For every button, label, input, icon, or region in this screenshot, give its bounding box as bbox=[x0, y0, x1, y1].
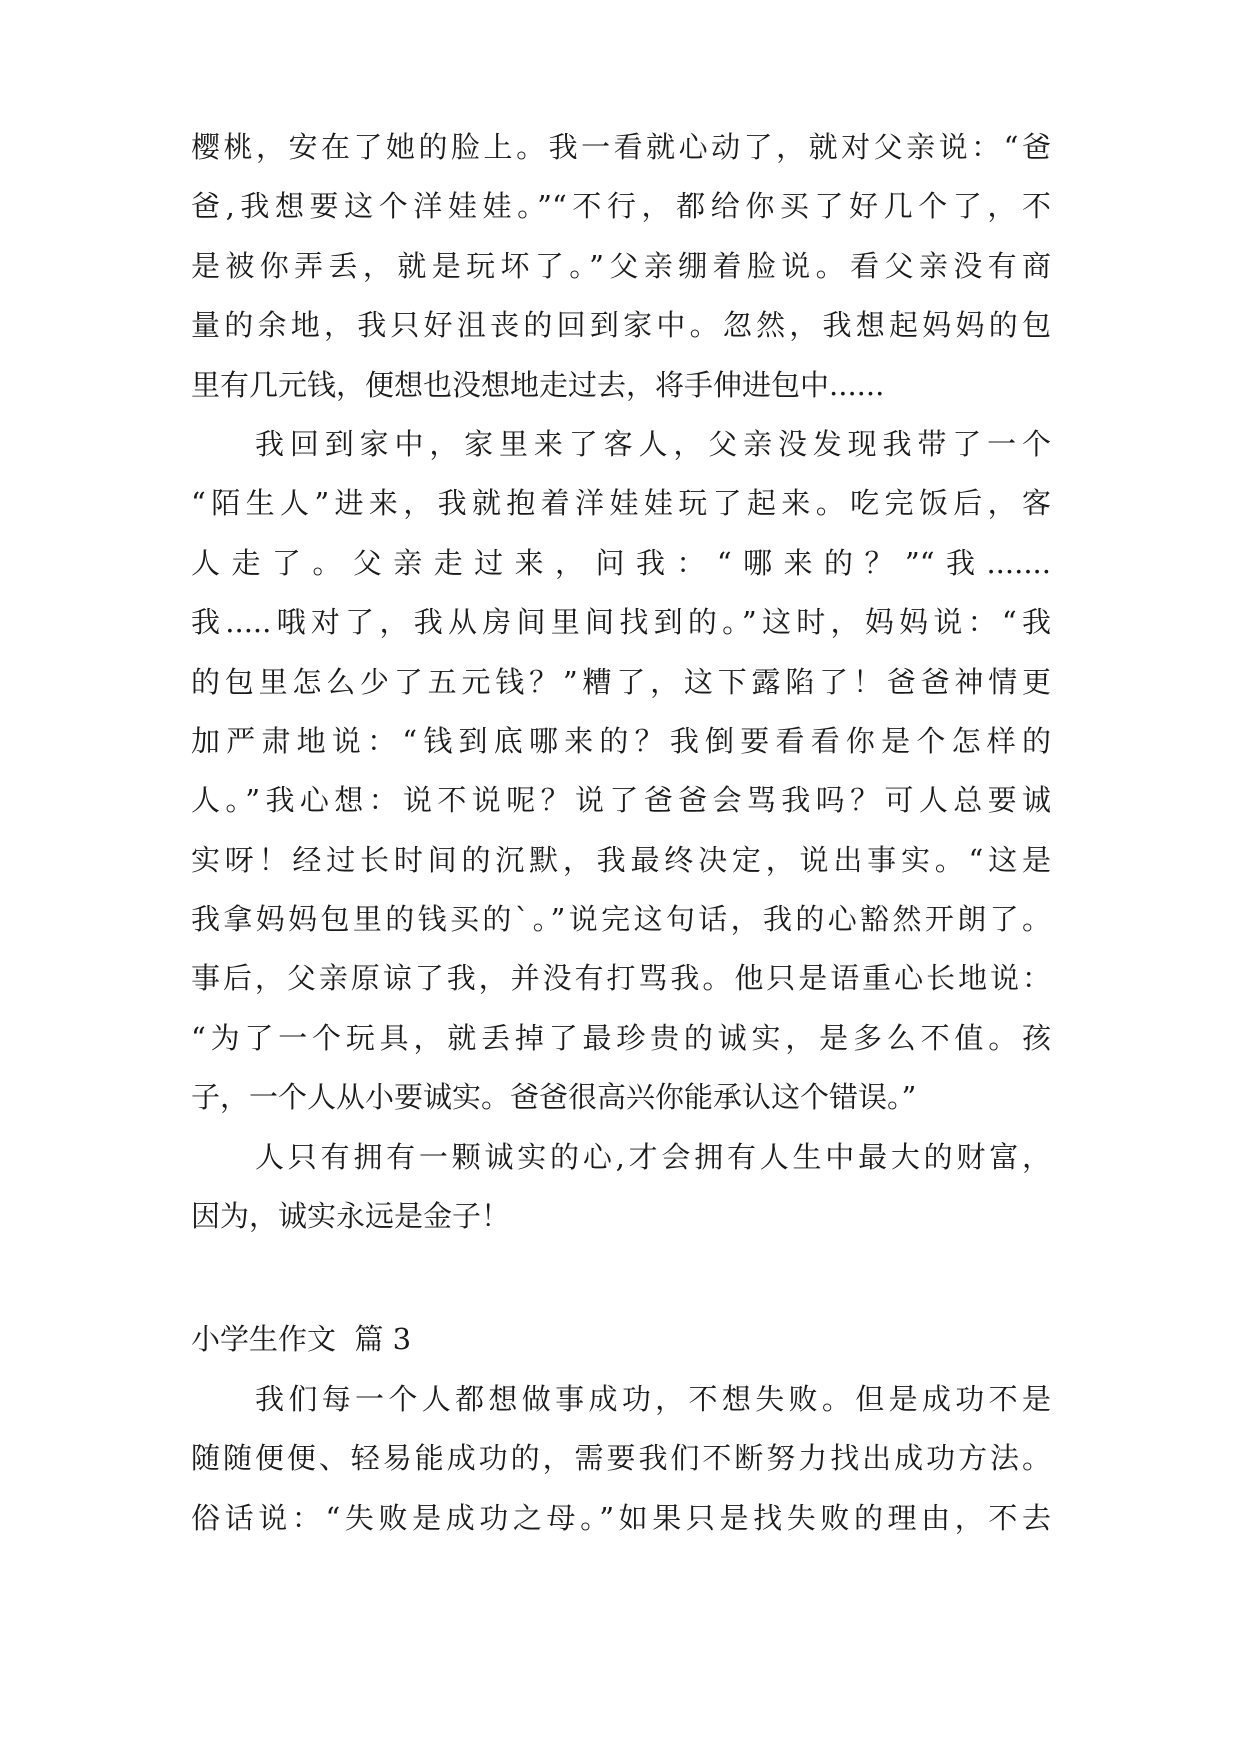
text-line: 人。”我心想：说不说呢？说了爸爸会骂我吗？可人总要诚 bbox=[191, 783, 1051, 818]
text-line: 的包里怎么少了五元钱？”糟了，这下露陷了！爸爸神情更 bbox=[191, 664, 1051, 699]
essay-body-part bbox=[191, 118, 1051, 1246]
text-line: 事后，父亲原谅了我，并没有打骂我。他只是语重心长地说： bbox=[191, 961, 1051, 996]
text-line: 子，一个人从小要诚实。爸爸很高兴你能承认这个错误。” bbox=[191, 1080, 917, 1115]
text-line: 樱桃，安在了她的脸上。我一看就心动了，就对父亲说：“爸 bbox=[191, 130, 1051, 164]
text-line: 加严肃地说：“钱到底哪来的？我倒要看看你是个怎样的 bbox=[191, 723, 1051, 758]
text-line: 里有几元钱，便想也没想地走过去，将手伸进包中...... bbox=[191, 367, 885, 402]
text-line: 俗话说：“失败是成功之母。”如果只是找失败的理由，不去 bbox=[191, 1500, 1051, 1535]
text-line: “为了一个玩具，就丢掉了最珍贵的诚实，是多么不值。孩 bbox=[191, 1020, 1051, 1055]
text-line: 是被你弄丢，就是玩坏了。”父亲绷着脸说。看父亲没有商 bbox=[191, 248, 1051, 283]
text-line: “陌生人”进来，我就抱着洋娃娃玩了起来。吃完饭后，客 bbox=[191, 486, 1051, 521]
text-line: 我拿妈妈包里的钱买的`。”说完这句话，我的心豁然开朗了。 bbox=[191, 902, 1051, 937]
text-line: 随随便便、轻易能成功的，需要我们不断努力找出成功方法。 bbox=[191, 1441, 1051, 1476]
text-line: 爸,我想要这个洋娃娃。”“不行，都给你买了好几个了，不 bbox=[191, 189, 1051, 224]
text-line: 人走了。父亲走过来，问我：“哪来的？”“我....... bbox=[191, 545, 1051, 580]
essay-body-part bbox=[191, 1370, 1051, 1548]
section-heading: 小学生作文 篇 3 bbox=[191, 1322, 412, 1356]
text-line: 我回到家中，家里来了客人，父亲没发现我带了一个 bbox=[255, 426, 1051, 461]
text-line: 因为，诚实永远是金子！ bbox=[191, 1199, 511, 1234]
text-line: 量的余地，我只好沮丧的回到家中。忽然，我想起妈妈的包 bbox=[191, 308, 1051, 343]
text-line: 人只有拥有一颗诚实的心,才会拥有人生中最大的财富， bbox=[255, 1139, 1051, 1174]
text-line: 我们每一个人都想做事成功，不想失败。但是成功不是 bbox=[255, 1382, 1051, 1416]
text-line: 实呀！经过长时间的沉默，我最终决定，说出事实。“这是 bbox=[191, 842, 1051, 877]
text-line: 我.....哦对了，我从房间里间找到的。”这时，妈妈说：“我 bbox=[191, 605, 1051, 640]
